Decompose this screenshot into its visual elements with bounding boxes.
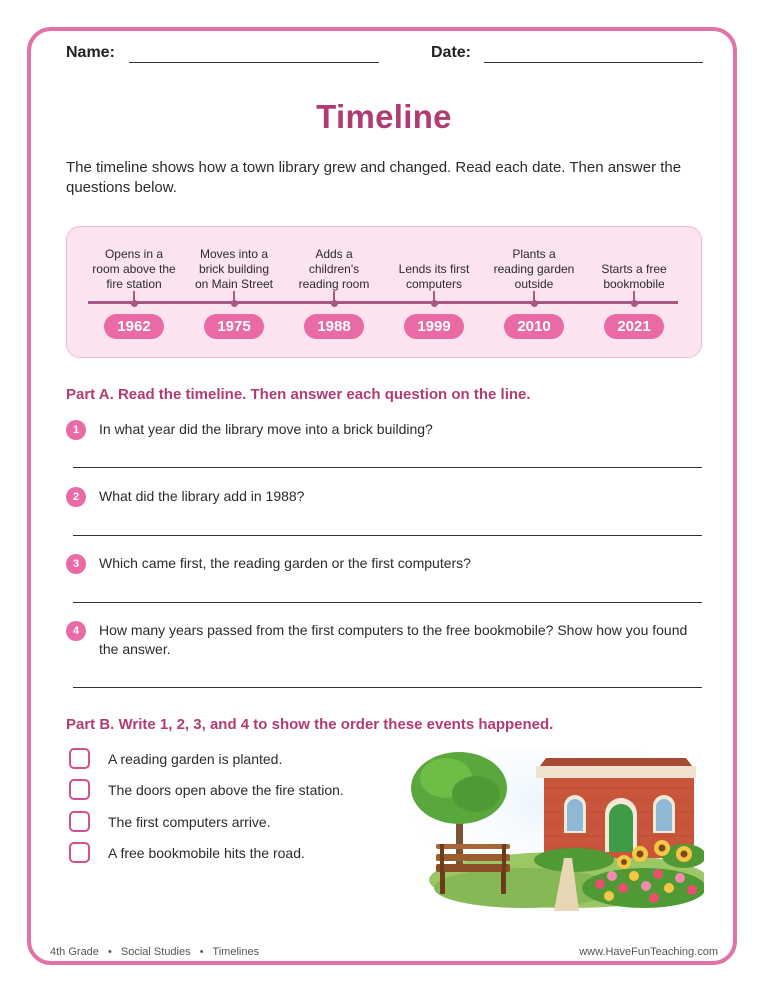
part-a-title: Part A. Read the timeline. Then answer each question on the line. [66, 386, 531, 403]
question-2-text: What did the library add in 1988? [99, 488, 305, 504]
answer-line-4[interactable] [73, 687, 702, 688]
order-box-3[interactable] [69, 811, 90, 832]
timeline-event-line: Plants a [512, 247, 556, 261]
event-item-1: A reading garden is planted. [108, 751, 283, 767]
timeline-event-label [584, 262, 684, 292]
timeline-year-badge: 1988 [304, 314, 364, 339]
footer-subject: Social Studies [120, 946, 191, 958]
timeline-year-badge: 1962 [104, 314, 164, 339]
question-number-4: 4 [66, 621, 86, 641]
part-b-title: Part B. Write 1, 2, 3, and 4 to show the order these events happened. [66, 716, 554, 733]
timeline-event-line: Adds a [315, 247, 353, 261]
timeline-axis [88, 301, 678, 304]
timeline-event-line: Moves into a [199, 247, 269, 261]
timeline-event-line: room above the [92, 262, 176, 276]
timeline-dot [331, 300, 338, 307]
timeline-event-line: Lends its first [398, 262, 470, 276]
green-door [609, 804, 633, 852]
question-1-text: In what year did the library move into a brick building? [99, 421, 433, 437]
question-number-2: 2 [66, 487, 86, 507]
page-title: Timeline [316, 98, 452, 135]
footer-left [50, 946, 259, 958]
footer-bullet: • [107, 946, 112, 958]
timeline-event-label [184, 247, 284, 292]
timeline-event-label [484, 247, 584, 292]
timeline-panel [66, 226, 702, 358]
footer-site[interactable]: www.HaveFunTeaching.com [579, 946, 718, 958]
name-label: Name: [66, 44, 115, 61]
library-garden-illustration [404, 748, 704, 911]
timeline-dot [131, 300, 138, 307]
timeline-event-line: brick building [198, 262, 270, 276]
timeline-event-label [84, 247, 184, 292]
timeline-event-label [284, 247, 384, 292]
intro-text: The timeline shows how a town library grew and changed. Read each date. Then answer the questions below. [66, 159, 682, 196]
answer-line-2[interactable] [73, 535, 702, 536]
name-field[interactable] [129, 62, 379, 63]
timeline-event-line: Opens in a [104, 247, 164, 261]
timeline-event-line: reading garden [493, 262, 575, 276]
timeline-event-label [384, 262, 484, 292]
timeline-year-badge: 2021 [604, 314, 664, 339]
timeline-year-badge: 1975 [204, 314, 264, 339]
question-number-3: 3 [66, 554, 86, 574]
timeline-event-line: reading room [298, 277, 370, 291]
timeline-dot [631, 300, 638, 307]
timeline-year-badge: 1999 [404, 314, 464, 339]
timeline-event-line: outside [514, 277, 554, 291]
timeline-year-badge: 2010 [504, 314, 564, 339]
date-field[interactable] [484, 62, 703, 63]
timeline-event-line: computers [405, 277, 463, 291]
event-item-2: The doors open above the fire station. [108, 782, 344, 798]
event-item-3: The first computers arrive. [108, 814, 271, 830]
timeline-event-line: on Main Street [194, 277, 274, 291]
timeline-dot [431, 300, 438, 307]
timeline-event-line: children's [308, 262, 360, 276]
footer-bullet: • [199, 946, 204, 958]
answer-line-3[interactable] [73, 602, 702, 603]
timeline-event-line: Starts a free [601, 262, 667, 276]
order-box-4[interactable] [69, 842, 90, 863]
question-4-text: How many years passed from the first computers to the free bookmobile? Show how you found the answer. [99, 622, 688, 657]
order-box-1[interactable] [69, 748, 90, 769]
footer-grade: 4th Grade [50, 946, 99, 958]
question-number-1: 1 [66, 420, 86, 440]
timeline-event-line: bookmobile [603, 277, 665, 291]
question-3-text: Which came first, the reading garden or the first computers? [99, 555, 471, 571]
order-box-2[interactable] [69, 779, 90, 800]
date-label: Date: [431, 44, 472, 61]
timeline-dot [231, 300, 238, 307]
footer-topic: Timelines [212, 946, 260, 958]
event-item-4: A free bookmobile hits the road. [108, 845, 305, 861]
timeline-event-line: fire station [106, 277, 162, 291]
timeline-dot [531, 300, 538, 307]
answer-line-1[interactable] [73, 467, 702, 468]
